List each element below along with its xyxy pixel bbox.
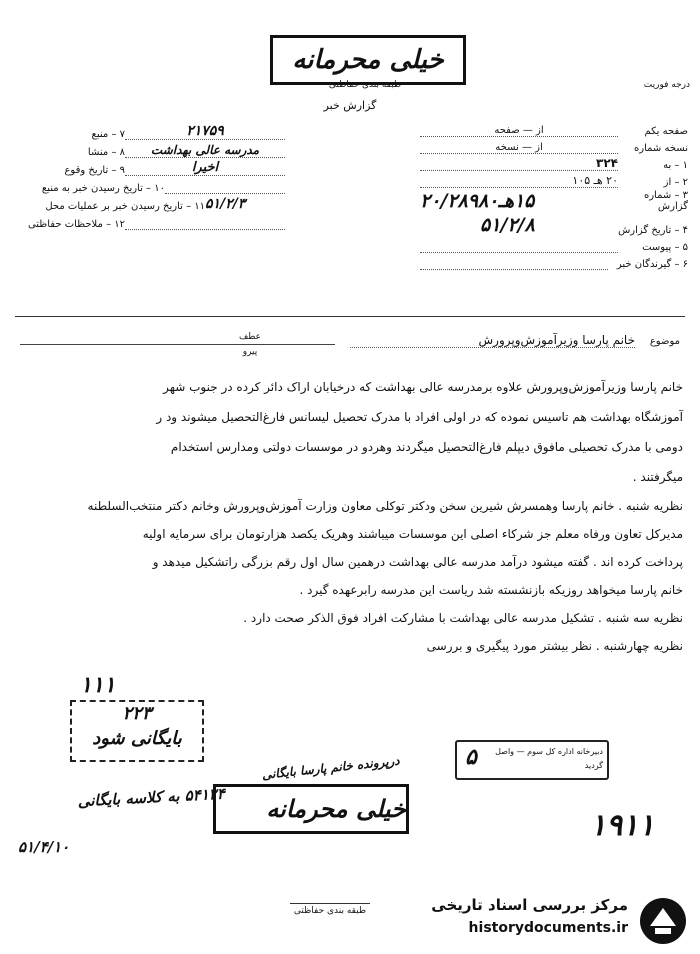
body-line: دومی با مدرک تحصیلی مافوق دیپلم فارغ‌التحصیل میگردند وهردو در موسسات دولتی ومدارس استخدام xyxy=(170,440,683,454)
field-label: ۴ – تاریخ گزارش xyxy=(618,225,688,236)
field-label: ۱۱ – تاریخ رسیدن خبر بر عملیات محل xyxy=(45,201,205,212)
field-row xyxy=(15,212,285,230)
classification-subtitle: طبقه بندی حفاظتی xyxy=(328,80,402,90)
handwritten-center-note: درپرونده خانم پارسا بایگانی xyxy=(261,753,401,782)
received-stamp-text: دبیرخانه اداره کل سوم — واصل گردید xyxy=(495,747,603,770)
field-row xyxy=(15,158,285,176)
field-label: ۱ – به xyxy=(663,160,688,171)
field-value xyxy=(125,229,285,230)
handwritten-left-note: ۵۴۱۲۴ به کلاسه بایگانی xyxy=(77,784,226,811)
body-line: خانم پارسا میخواهد روزیکه بازنشسته شد ریاست این مدرسه رابرعهده گیرد . xyxy=(299,583,683,597)
footer-divider xyxy=(290,903,370,904)
subject-ref-bottom: پیرو xyxy=(242,347,258,357)
footer-classification: طبقه بندی حفاظتی xyxy=(293,906,367,916)
field-row xyxy=(420,236,688,253)
field-label: ۲ – از xyxy=(663,177,688,188)
archive-stamp xyxy=(70,700,204,762)
logo-emblem-icon xyxy=(638,896,688,946)
field-label: ۷ – منبع xyxy=(91,129,125,140)
bottom-classification-text: خیلی محرمانه xyxy=(266,794,406,823)
field-row xyxy=(420,120,688,137)
field-row xyxy=(420,171,688,188)
field-value: ۲۰ هـ ۱۰۵ xyxy=(420,174,618,188)
body-line: آموزشگاه بهداشت هم تاسیس نموده که در اولی افراد با مدرک تحصیل لیسانس فارغ‌التحصیل میشوند ود ر xyxy=(156,410,683,424)
handwritten-date: ۵۱/۴/۱۰ xyxy=(18,838,70,856)
field-label: ۳ – شماره گزارش xyxy=(643,190,688,212)
body-line: خانم پارسا وزیرآموزش‌وپرورش علاوه برمدرسه عالی بهداشت که درخیابان اراک دائر کرده در جنوب شهر xyxy=(163,380,683,394)
field-value: از — نسخه xyxy=(420,142,618,154)
field-label: ۵ – پیوست xyxy=(642,242,688,253)
left-fields xyxy=(15,122,285,230)
logo-title: مرکز بررسی اسناد تاریخی xyxy=(431,896,628,914)
field-row xyxy=(420,253,688,270)
field-value: ۲۱۷۵۹ xyxy=(125,123,285,140)
field-value xyxy=(165,193,285,194)
subject-value: خانم پارسا وزیرآموزش‌وپرورش xyxy=(350,333,635,348)
report-type: گزارش خبر xyxy=(323,99,377,112)
body-line: نظریه شنبه . خانم پارسا وهمسرش شیرین سخن ودکتر توکلی معاون وزارت آموزش‌وپرورش وخانم دکتر منتخب‌السلطنه xyxy=(87,499,683,513)
field-row xyxy=(420,137,688,154)
body-line: نظریه سه شنبه . تشکیل مدرسه عالی بهداشت با مشارکت افراد فوق الذکر صحت دارد . xyxy=(243,611,683,625)
body-text xyxy=(18,372,683,660)
field-label: نسخه شماره xyxy=(634,143,688,154)
received-stamp-number: ۵ xyxy=(465,744,477,770)
archive-stamp-text: بایگانی شود xyxy=(92,728,182,749)
archive-stamp-number: ۲۲۳ xyxy=(122,703,152,724)
field-value: از — صفحه xyxy=(420,125,618,137)
body-line: مدیرکل تعاون ورفاه معلم جز شرکاء اصلی این موسسات میباشند وهریک یکصد هزارتومان برای سرمایه اولیه xyxy=(142,527,683,541)
classification-stamp xyxy=(270,35,466,85)
field-row xyxy=(15,122,285,140)
field-value: ۳۲۴ xyxy=(420,156,618,171)
right-handwritten-number: ۱۹۱۱ xyxy=(590,808,655,843)
field-label: ۸ – منشا xyxy=(87,147,125,158)
subject-label: موضوع xyxy=(649,336,680,347)
body-line: نظریه چهارشنبه . نظر بیشتر مورد پیگیری و بررسی xyxy=(426,639,683,653)
right-fields xyxy=(420,120,688,270)
priority-label: درجه فوریت xyxy=(643,80,690,90)
field-value xyxy=(420,252,618,253)
classification-text: خیلی محرمانه xyxy=(292,45,444,75)
archive-logo xyxy=(402,892,694,950)
field-value xyxy=(420,269,608,270)
field-label: ۱۰ – تاریخ رسیدن خبر به منبع xyxy=(41,183,165,194)
field-label: ۶ – گیرندگان خبر xyxy=(616,259,688,270)
field-row xyxy=(15,176,285,194)
field-row xyxy=(15,194,285,212)
subject-ref-top: عطف xyxy=(238,332,262,342)
field-row xyxy=(420,212,688,236)
field-row xyxy=(420,188,688,212)
field-label: ۹ – تاریخ وقوع xyxy=(64,165,125,176)
logo-url: historydocuments.ir xyxy=(468,920,628,936)
field-label: صفحه یکم xyxy=(644,126,688,137)
field-value: ۵۱/۲/۳ xyxy=(205,196,246,212)
header-divider xyxy=(15,316,685,317)
field-row xyxy=(420,154,688,171)
body-line: پرداخت کرده اند . گفته میشود درآمد مدرسه عالی بهداشت درهمین سال اول رقم بزرگی راتشکیل میدهد و xyxy=(152,555,683,569)
field-value: مدرسه عالی بهداشت xyxy=(125,143,285,158)
received-stamp xyxy=(455,740,609,780)
subject-ref-divider xyxy=(20,344,335,345)
field-value: اخیرا xyxy=(125,160,285,176)
field-value: ۱۵هـ۲۰/۲۸۹۸۰ xyxy=(420,190,535,212)
field-label: ۱۲ – ملاحظات حفاظتی xyxy=(27,219,125,230)
body-line: میگرفتند . xyxy=(632,470,683,484)
field-row xyxy=(15,140,285,158)
field-value: ۵۱/۲/۸ xyxy=(480,214,535,236)
margin-number: ۱۱۱ xyxy=(80,672,116,698)
bottom-classification-stamp xyxy=(213,784,409,834)
